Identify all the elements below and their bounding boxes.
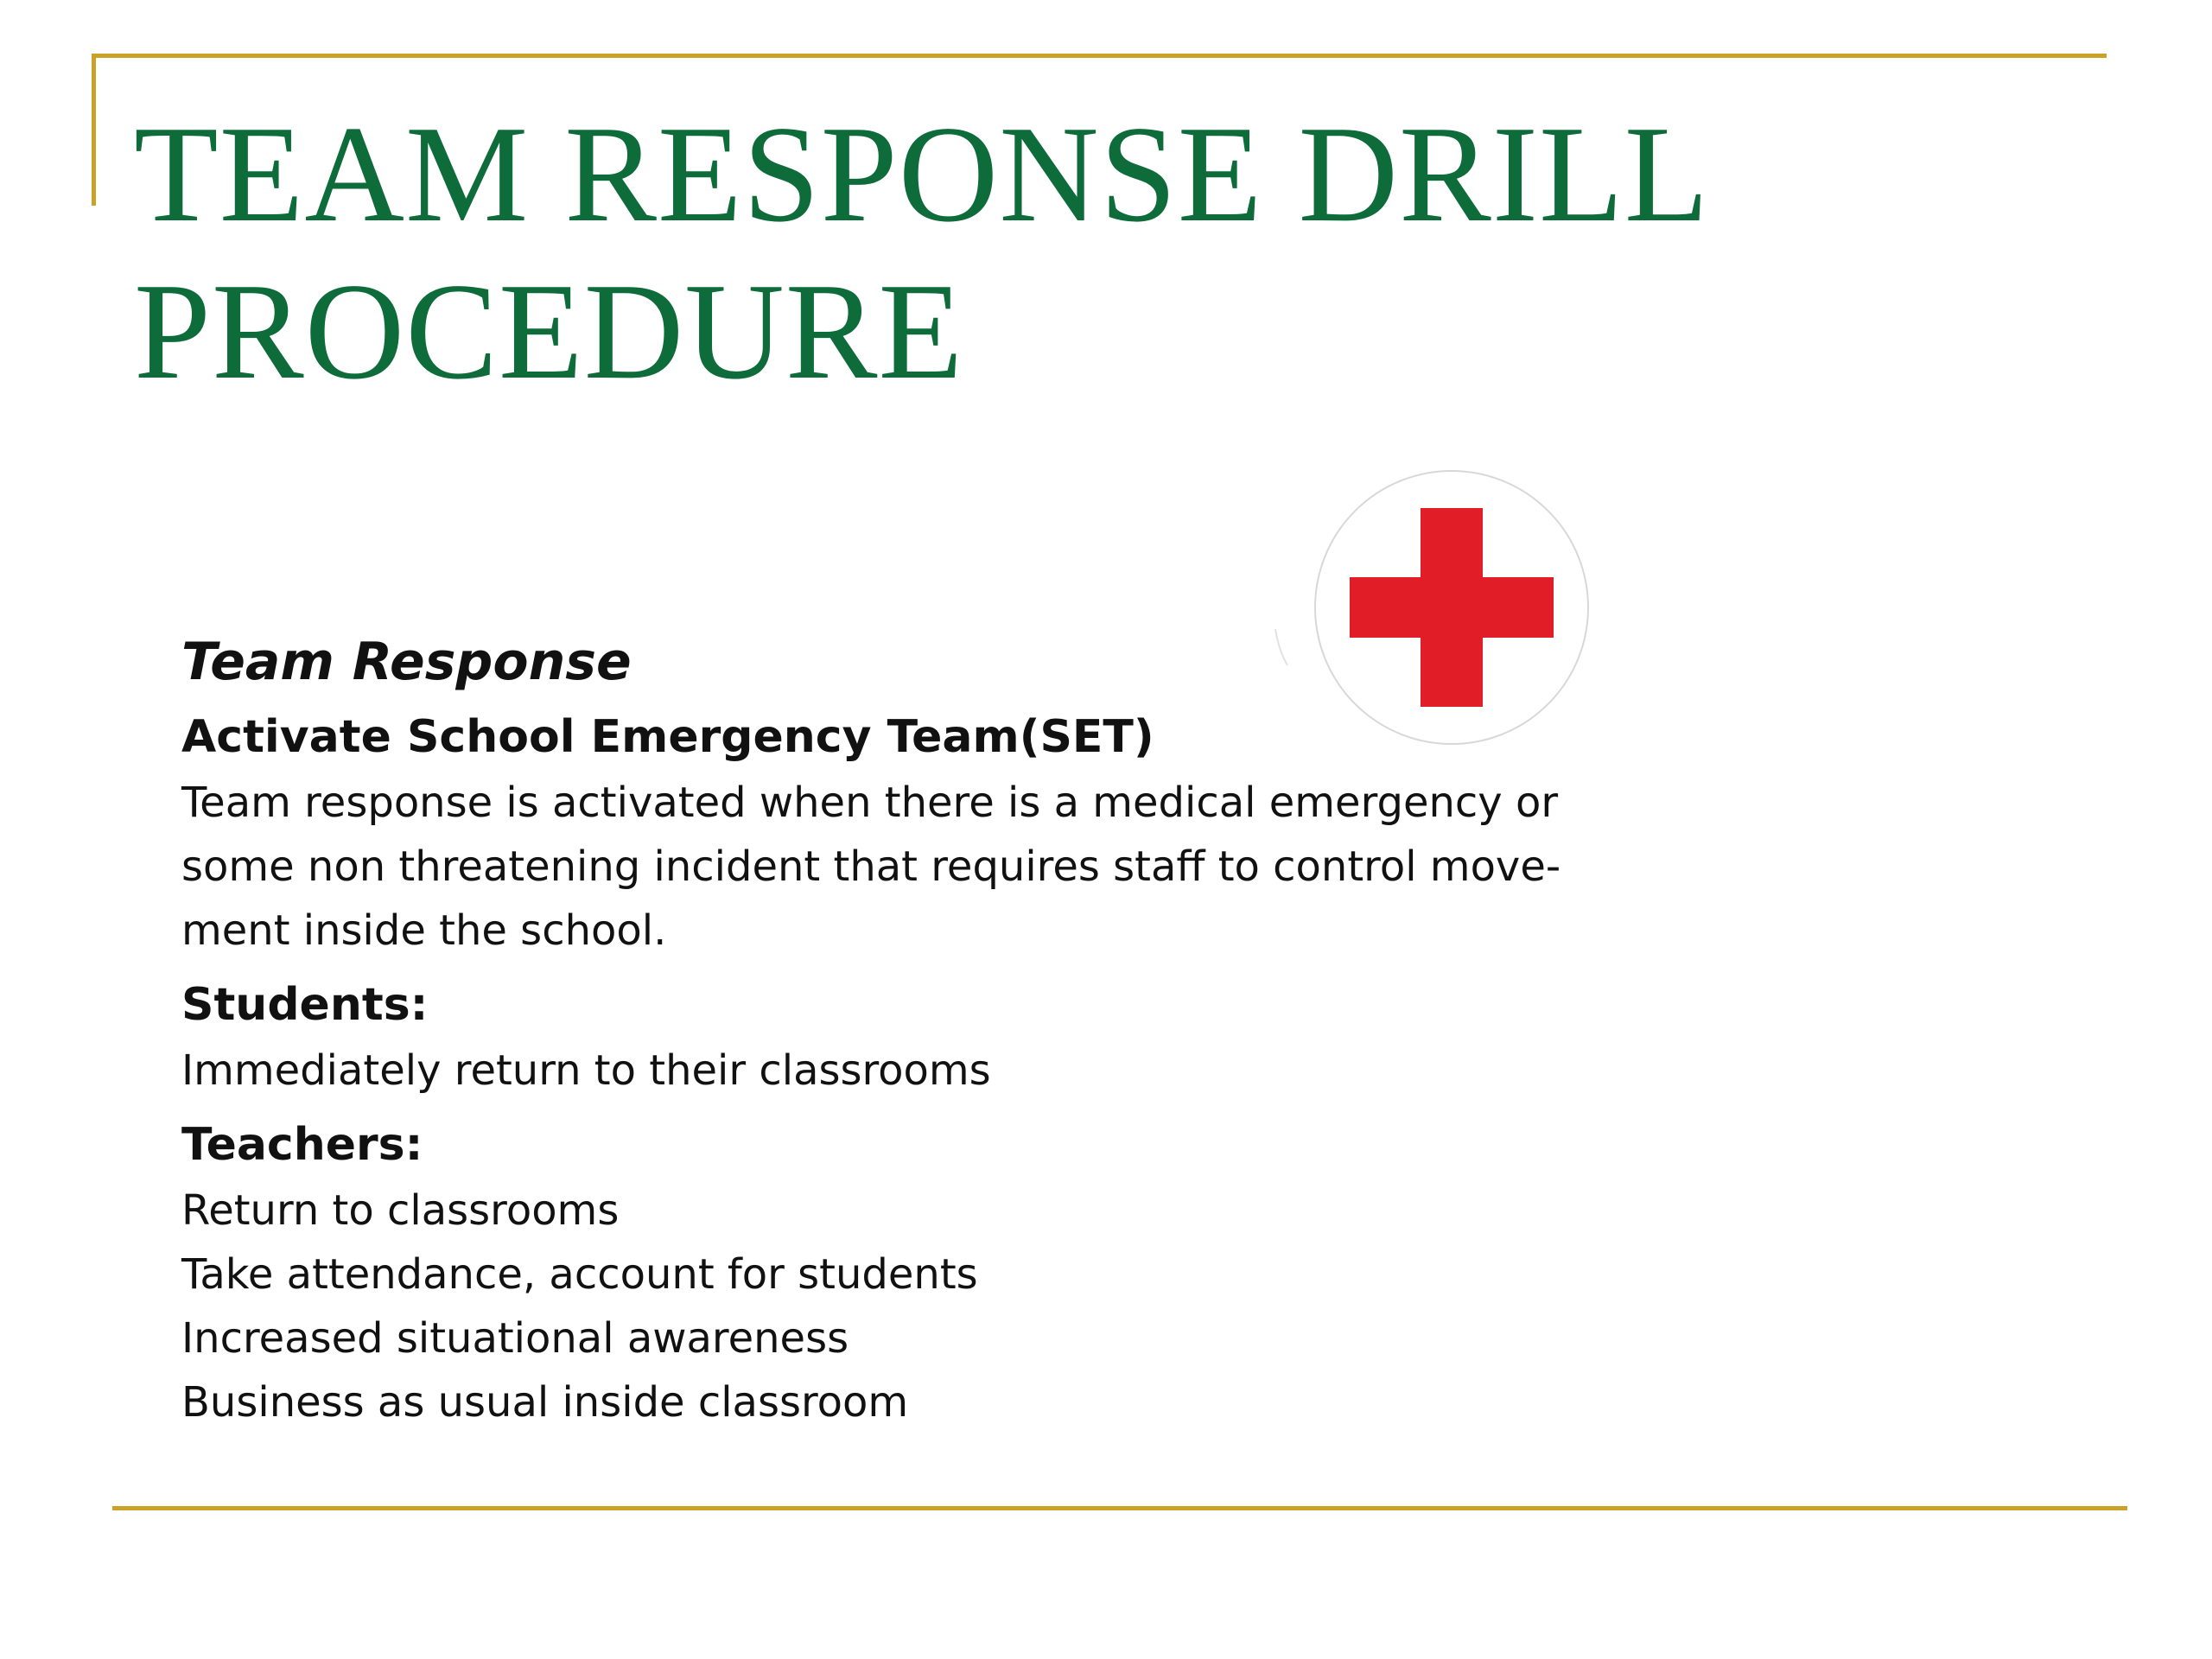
procedure-content bbox=[181, 620, 1650, 1434]
frame-bottom-rule bbox=[112, 1506, 2127, 1510]
frame-top-rule bbox=[92, 54, 2107, 58]
students-item: Immediately return to their classrooms bbox=[181, 1046, 991, 1095]
section-title: Team Response bbox=[181, 632, 632, 692]
description-line: ment inside the school. bbox=[181, 906, 667, 955]
teachers-item: Take attendance, account for students bbox=[181, 1250, 978, 1299]
teachers-label: Teachers: bbox=[181, 1119, 423, 1171]
teachers-item: Return to classrooms bbox=[181, 1186, 620, 1235]
teachers-item: Business as usual inside classroom bbox=[181, 1378, 909, 1427]
frame-left-rule bbox=[92, 54, 96, 206]
title-line-1: TEAM RESPONSE DRILL bbox=[134, 97, 1710, 251]
subheading: Activate School Emergency Team(SET) bbox=[181, 711, 1154, 763]
teachers-item: Increased situational awareness bbox=[181, 1314, 849, 1363]
students-label: Students: bbox=[181, 979, 429, 1031]
description-line: Team response is activated when there is a medical emergency or bbox=[181, 779, 1559, 827]
description-line: some non threatening incident that requires staff to control move- bbox=[181, 842, 1561, 891]
slide-title bbox=[134, 95, 1710, 410]
title-line-2: PROCEDURE bbox=[134, 254, 964, 408]
